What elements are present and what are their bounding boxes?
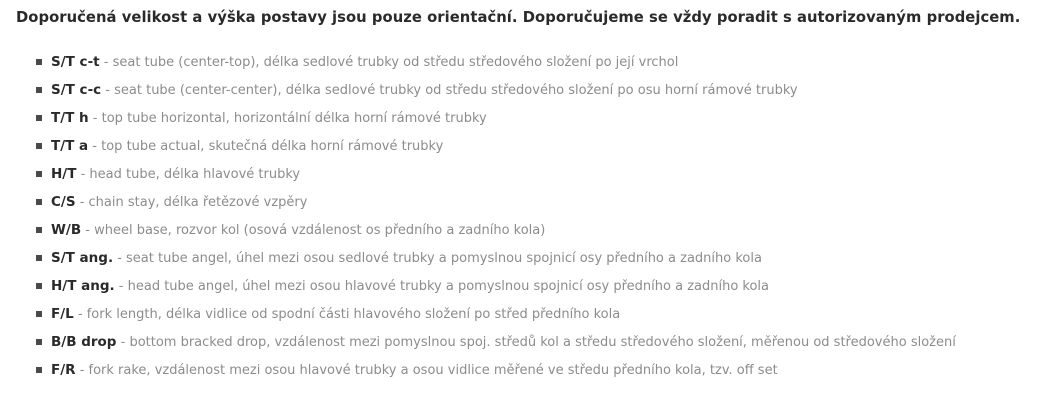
list-item xyxy=(36,78,956,106)
square-bullet-icon xyxy=(36,367,42,373)
square-bullet-icon xyxy=(36,199,42,205)
square-bullet-icon xyxy=(36,339,42,345)
list-item xyxy=(36,190,956,218)
item-description: - seat tube (center-top), délka sedlové trubky od středu středového složení po její vrchol xyxy=(99,55,679,70)
square-bullet-icon xyxy=(36,115,42,121)
square-bullet-icon xyxy=(36,283,42,289)
square-bullet-icon xyxy=(36,227,42,233)
item-abbreviation: W/B xyxy=(51,222,82,238)
item-abbreviation: C/S xyxy=(51,194,76,210)
square-bullet-icon xyxy=(36,143,42,149)
notice-heading: Doporučená velikost a výška postavy jsou pouze orientační. Doporučujeme se vždy poradit s autorizovaným prodejcem. xyxy=(16,9,1021,26)
item-description: - top tube actual, skutečná délka horní rámové trubky xyxy=(88,139,444,154)
item-abbreviation: S/T c-t xyxy=(51,54,100,70)
list-item xyxy=(36,274,956,302)
list-item xyxy=(36,330,956,358)
list-item xyxy=(36,50,956,78)
item-description: - head tube, délka hlavové trubky xyxy=(76,167,301,182)
square-bullet-icon xyxy=(36,87,42,93)
item-description: - fork rake, vzdálenost mezi osou hlavové trubky a osou vidlice měřené ve středu předního kola, tzv. off set xyxy=(75,363,778,378)
item-description: - fork length, délka vidlice od spodní části hlavového složení po střed předního kola xyxy=(73,307,621,322)
list-item xyxy=(36,358,956,386)
item-abbreviation: S/T ang. xyxy=(51,250,114,266)
item-abbreviation: F/L xyxy=(51,306,74,322)
item-description: - bottom bracked drop, vzdálenost mezi pomyslnou spoj. středů kol a středu středového složení, měřenou od středového složení xyxy=(116,335,956,350)
list-item xyxy=(36,134,956,162)
item-description: - top tube horizontal, horizontální délka horní rámové trubky xyxy=(88,111,487,126)
list-item xyxy=(36,218,956,246)
item-abbreviation: B/B drop xyxy=(51,334,117,350)
item-description: - seat tube (center-center), délka sedlové trubky od středu středového složení po osu horní rámové trubky xyxy=(101,83,798,98)
item-description: - chain stay, délka řetězové vzpěry xyxy=(75,195,308,210)
item-abbreviation: H/T xyxy=(51,166,77,182)
list-item xyxy=(36,302,956,330)
item-abbreviation: S/T c-c xyxy=(51,82,102,98)
square-bullet-icon xyxy=(36,255,42,261)
item-description: - wheel base, rozvor kol (osová vzdálenost os předního a zadního kola) xyxy=(81,223,546,238)
square-bullet-icon xyxy=(36,59,42,65)
item-abbreviation: T/T a xyxy=(51,138,89,154)
item-abbreviation: H/T ang. xyxy=(51,278,115,294)
square-bullet-icon xyxy=(36,171,42,177)
list-item xyxy=(36,246,956,274)
list-item xyxy=(36,162,956,190)
item-abbreviation: T/T h xyxy=(51,110,89,126)
item-abbreviation: F/R xyxy=(51,362,76,378)
geometry-abbreviation-list xyxy=(36,50,956,386)
list-item xyxy=(36,106,956,134)
square-bullet-icon xyxy=(36,311,42,317)
item-description: - seat tube angel, úhel mezi osou sedlové trubky a pomyslnou spojnicí osy předního a zadního kola xyxy=(113,251,762,266)
item-description: - head tube angel, úhel mezi osou hlavové trubky a pomyslnou spojnicí osy předního a zadního kola xyxy=(114,279,770,294)
